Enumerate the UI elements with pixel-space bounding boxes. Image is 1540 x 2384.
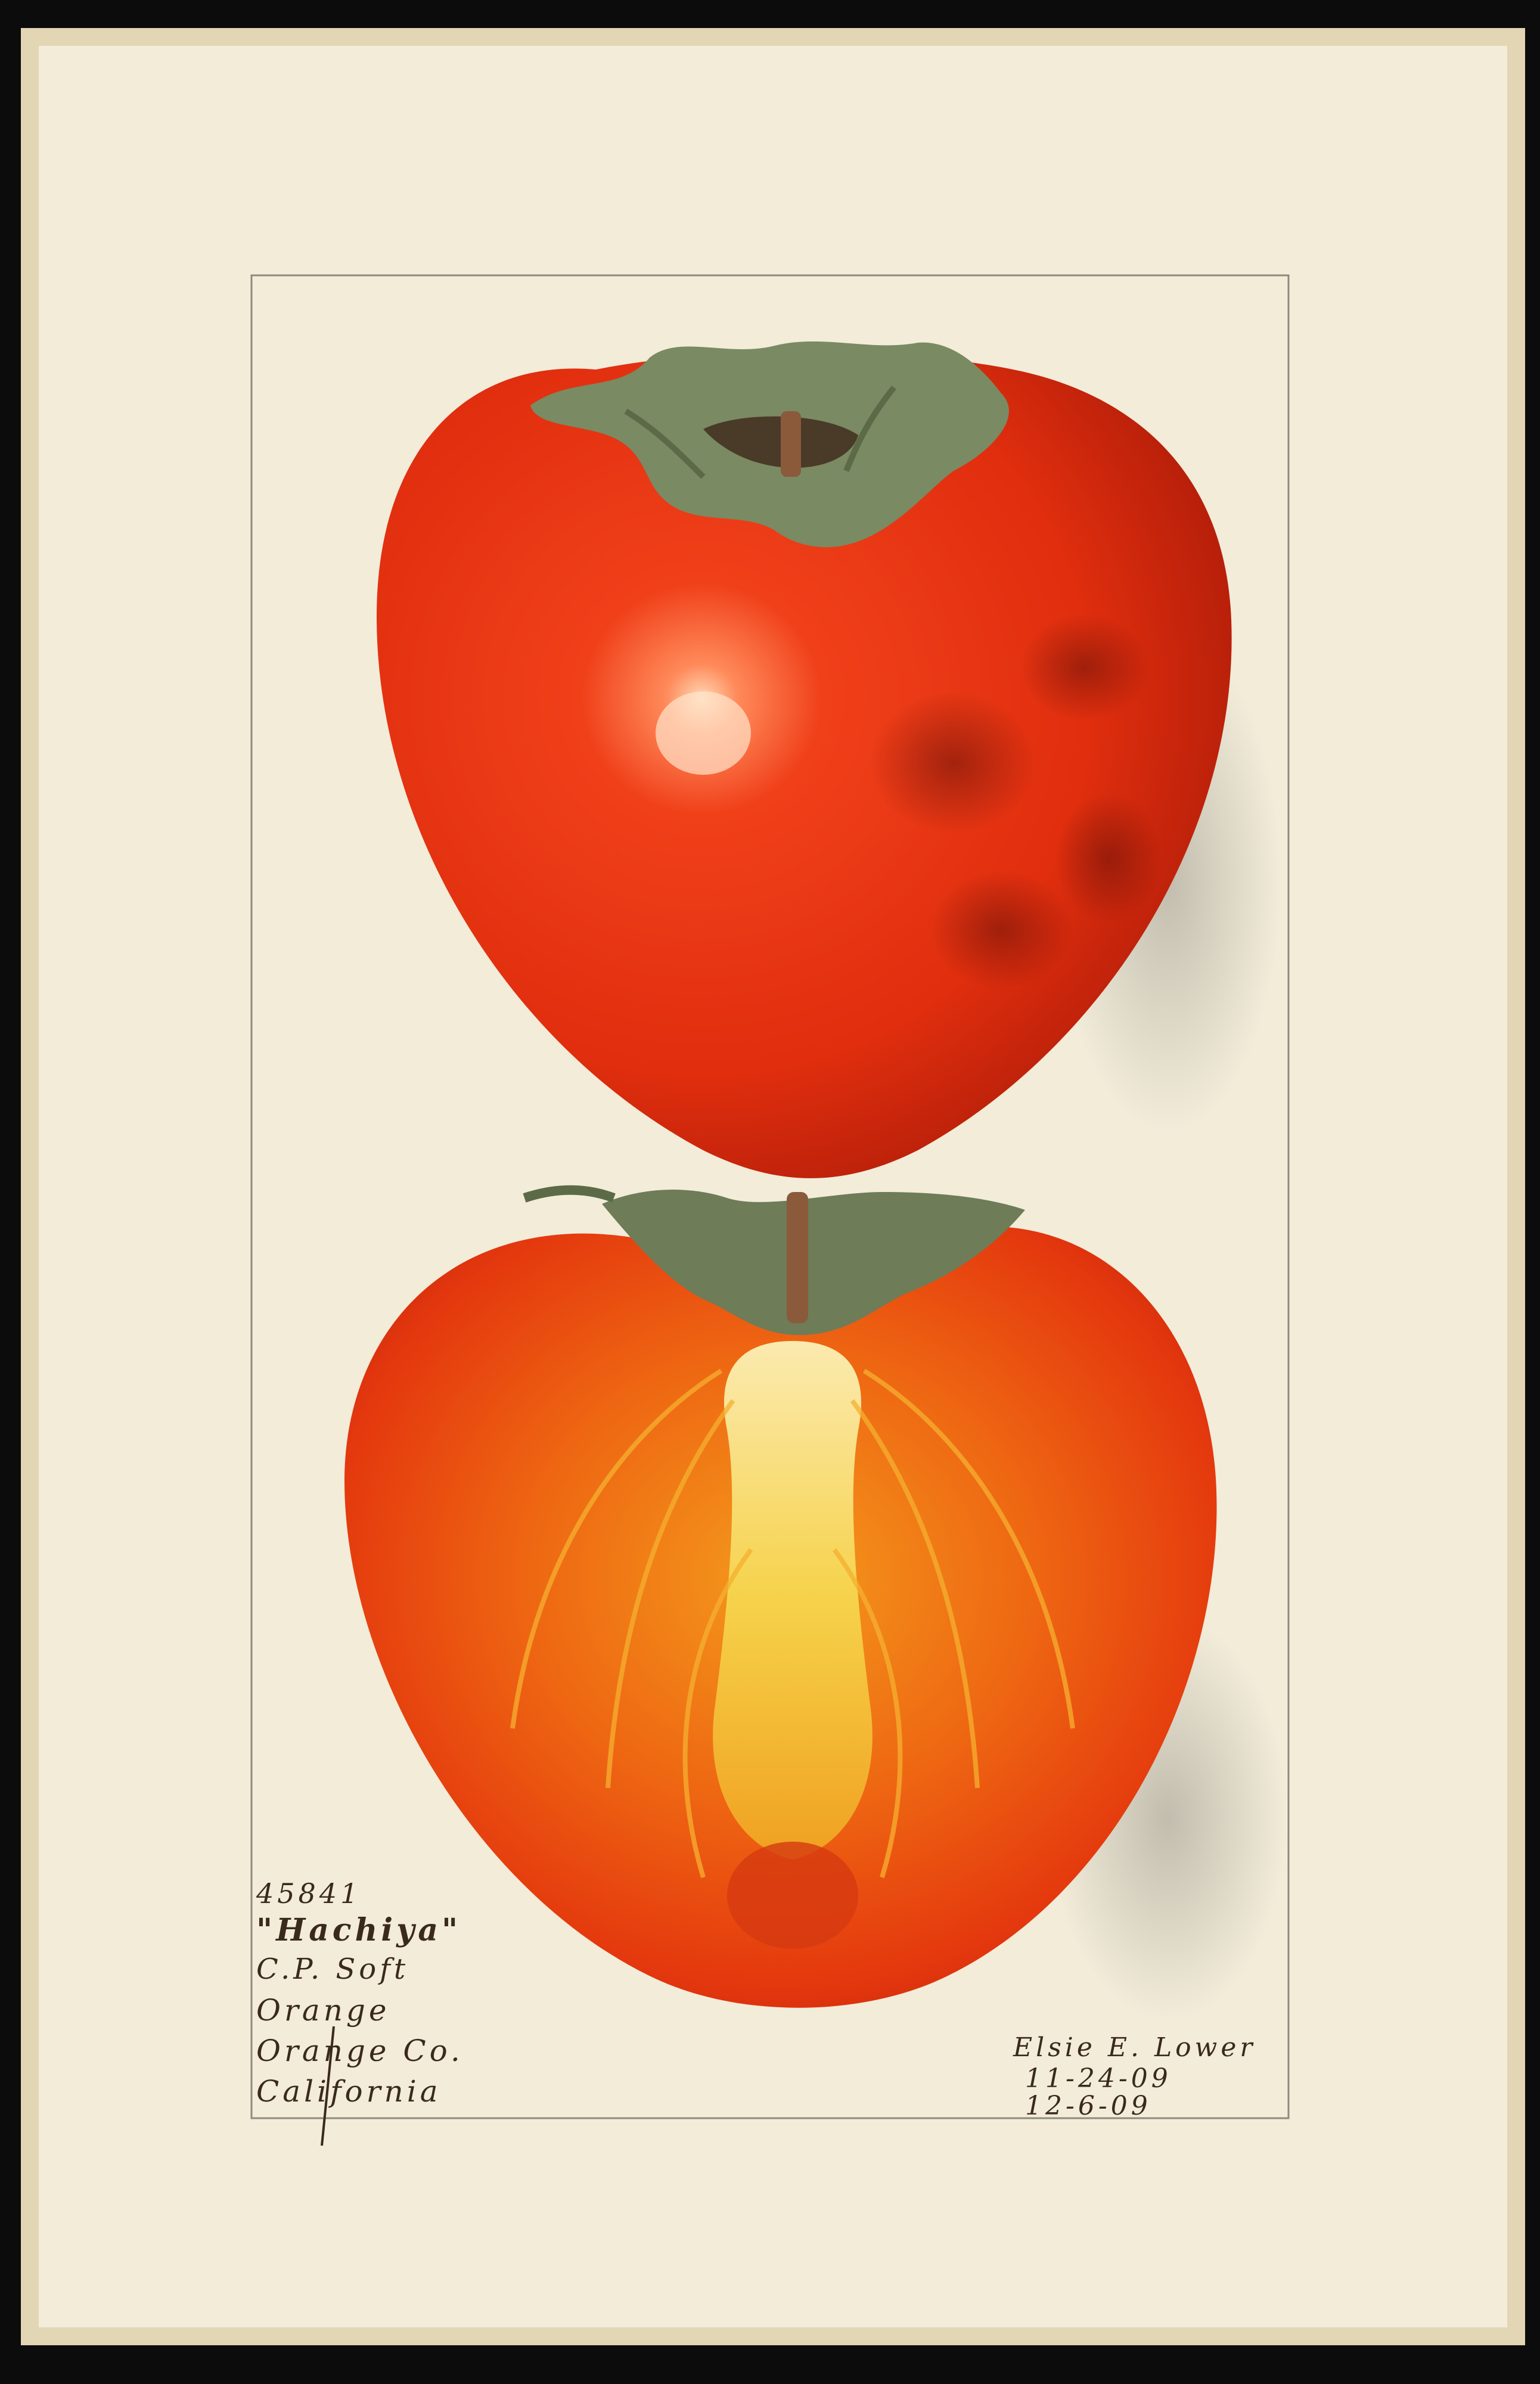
cut-stem bbox=[787, 1192, 808, 1323]
variety-name: "Hachiya" bbox=[256, 1912, 462, 1948]
accession-label bbox=[256, 1877, 507, 2116]
town-name: Orange bbox=[256, 1993, 390, 2028]
artist-name: Elsie E. Lower bbox=[1013, 2032, 1256, 2063]
date-received: 12-6-09 bbox=[1025, 2091, 1151, 2121]
accession-number: 45841 bbox=[256, 1877, 362, 1910]
whole-stem bbox=[781, 411, 801, 477]
date-painted: 11-24-09 bbox=[1025, 2063, 1172, 2094]
artist-signature bbox=[1013, 2032, 1275, 2122]
state-name: California bbox=[256, 2074, 442, 2109]
fruit-note: C.P. Soft bbox=[256, 1952, 409, 1986]
county-name: Orange Co. bbox=[256, 2034, 464, 2068]
